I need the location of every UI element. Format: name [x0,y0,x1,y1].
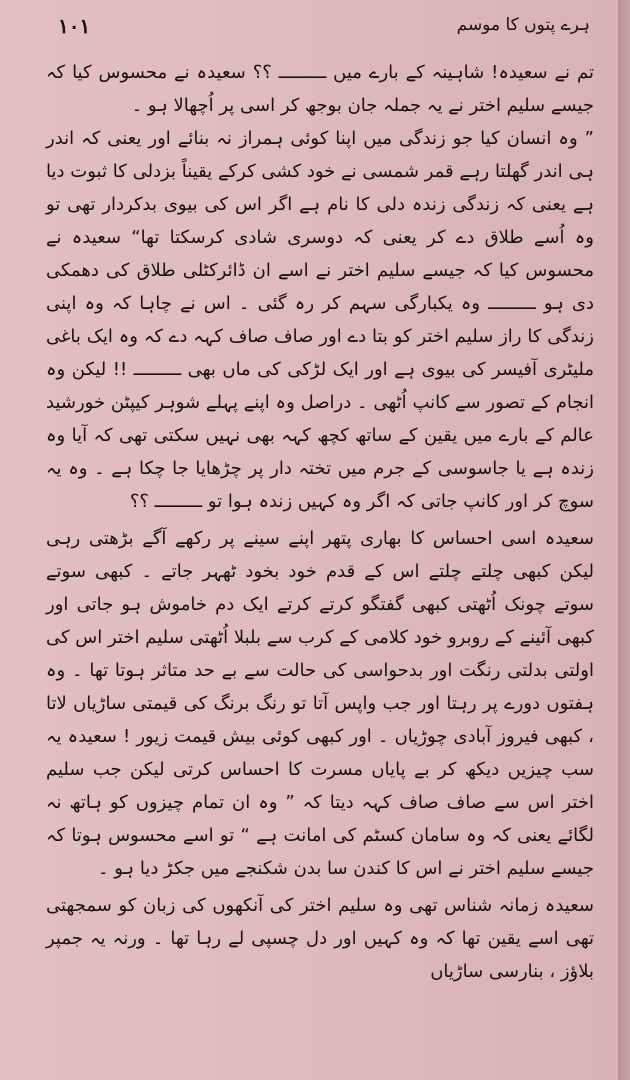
page-number: ۱۰۱ [58,14,91,38]
body-text [46,56,594,1030]
running-title: ہرے پتوں کا موسم [456,15,590,35]
paragraph-1: تم نے سعیدہ! شاہینہ کے بارے میں ـــــــــ ؟؟ سعیدہ نے محسوس کیا کہ جیسے سلیم اختر نے یہ جملہ جان بوجھ کر اسی پر اُچھالا ہو ۔ [46,62,594,116]
paragraph-2: ” وہ انسان کیا جو زندگی میں اپنا کوئی ہمراز نہ بنائے اور یعنی کہ اندر ہی اندر گھلتا رہے قمر شمسی نے خود کشی کرکے یقیناً بزدلی کا ثبوت دیا ہے یعنی کہ زندگی زندہ دلی کا نام ہے اگر اس کی بیوی بدکردار تھی تو وہ اُسے طلاق دے کر یعنی کہ دوسری شادی کرسکتا تھا“ سعیدہ نے محسوس کیا کہ جیسے سلیم اختر نے اسے ان ڈائرکٹلی طلاق کی دھمکی دی ہو ـــــــــ وہ یکبارگی سہم کر رہ گئی ۔ اس نے چاہا کہ وہ اپنی زندگی کا راز سلیم اختر کو بتا دے اور صاف صاف کہہ دے کہ وہ ایک باغی ملیٹری آفیسر کی بیوی ہے اور ایک لڑکی کی ماں بھی ـــــــــ !! لیکن وہ انجام کے تصور سے کانپ اُٹھی ۔ دراصل وہ اپنے پہلے شوہر کیپٹن خورشید عالم کے بارے میں یقین کے ساتھ کچھ کہہ بھی نہیں سکتی تھی کہ آیا وہ زندہ ہے یا جاسوسی کے جرم میں تختہ دار پر چڑھایا جا چکا ہے ۔ وہ یہ سوچ کر اور کانپ جاتی کہ اگر وہ کہیں زندہ ہوا تو ـــــــــ ؟؟ [46,128,594,512]
page-header [40,10,590,50]
paragraph-3: سعیدہ اسی احساس کا بھاری پتھر اپنے سینے پر رکھے آگے بڑھتی رہی لیکن کبھی چلتے چلتے اس کے قدم خود بخود ٹھہر جاتے ۔ کبھی سوتے سوتے چونک اُٹھتی کبھی گفتگو کرتے کرتے ایک دم خاموش ہو جاتی اور کبھی آئینے کے روبرو خود کلامی کے کرب سے بلبلا اُٹھتی سلیم اختر اس کی اولتی بدلتی رنگت اور بدحواسی کی حالت سے بے حد متاثر ہوتا تھا ۔ وہ ہفتوں دورے پر رہتا اور جب واپس آتا تو رنگ برنگ کی قیمتی ساڑیاں لاتا ، کبھی فیروز آبادی چوڑیاں ۔ اور کبھی کوئی بیش قیمت زیور ! سعیدہ یہ سب چیزیں دیکھ کر بے پایاں مسرت کا احساس کرتی لیکن جب سلیم اختر اس سے صاف صاف کہہ دیتا کہ ” وہ ان تمام چیزوں کو ہاتھ نہ لگائے یعنی کہ وہ سامان کسٹم کی امانت ہے “ تو اسے محسوس ہوتا کہ جیسے سلیم اختر نے اس کا کندن سا بدن شکنجے میں جکڑ دیا ہو ۔ [46,528,594,879]
paragraph-4: سعیدہ زمانہ شناس تھی وہ سلیم اختر کی آنکھوں کی زبان کو سمجھتی تھی اسے یقین تھا کہ وہ کہیں اور دل چسپی لے رہا تھا ۔ ورنہ یہ جمپر بلاؤز ، بنارسی ساڑیاں [46,895,594,982]
page-edge [618,0,630,1080]
